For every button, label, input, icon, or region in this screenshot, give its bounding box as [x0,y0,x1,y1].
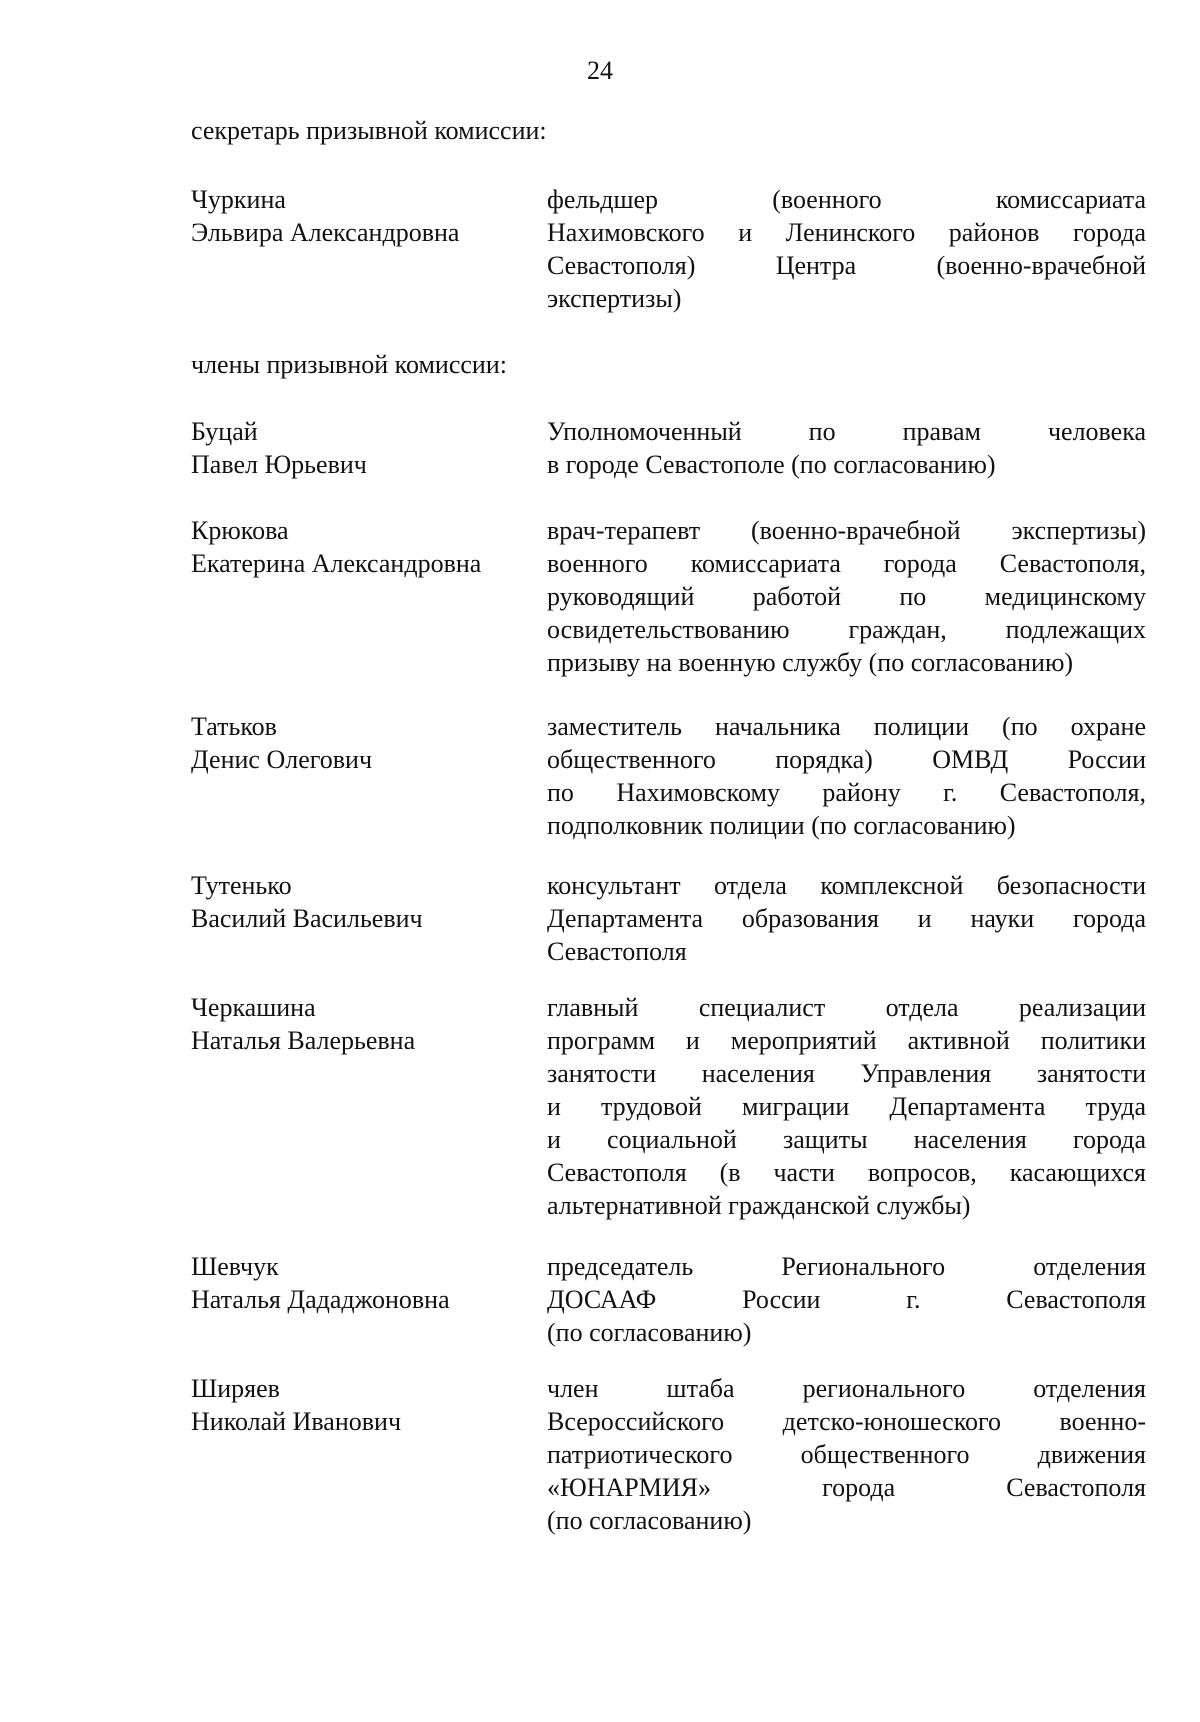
position-line: военного комиссариата города Севастополя, [547,549,1146,578]
member-position [547,1250,1146,1349]
position-line: альтернативной гражданской службы) [547,1191,971,1220]
position-line: фельдшер (военного комиссариата [547,185,1146,214]
position-line: главный специалист отдела реализации [547,993,1146,1022]
position-line: председатель Регионального отделения [547,1252,1146,1281]
position-line: по Нахимовскому району г. Севастополя, [547,778,1146,807]
position-line: в городе Севастополе (по согласованию) [547,450,996,479]
secretary-heading: секретарь призывной комиссии: [191,116,547,145]
position-line: заместитель начальника полиции (по охране [547,712,1146,741]
member-name [191,869,531,935]
position-line: патриотического общественного движения [547,1440,1146,1469]
position-line: (по согласованию) [547,1318,752,1347]
position-line: руководящий работой по медицинскому [547,582,1146,611]
member-surname: Чуркина [191,185,286,214]
member-name [191,514,531,580]
member-name [191,1250,531,1316]
member-position [547,869,1146,968]
member-name [191,183,531,249]
member-position [547,1372,1146,1537]
position-line: врач-терапевт (военно-врачебной экспертизы) [547,516,1146,545]
position-line: (по согласованию) [547,1506,752,1535]
position-line: Севастополя) Центра (военно-врачебной [547,251,1146,280]
member-given-names: Василий Васильевич [191,904,423,933]
member-surname: Тутенько [191,871,292,900]
member-given-names: Эльвира Александровна [191,218,460,247]
position-line: «ЮНАРМИЯ» города Севастополя [547,1473,1146,1502]
member-name [191,991,531,1057]
position-line: призыву на военную службу (по согласованию) [547,648,1074,677]
position-line: консультант отдела комплексной безопасности [547,871,1146,900]
position-line: занятости населения Управления занятости [547,1059,1146,1088]
position-line: программ и мероприятий активной политики [547,1026,1146,1055]
member-name [191,1372,531,1438]
position-line: Уполномоченный по правам человека [547,417,1146,446]
member-given-names: Екатерина Александровна [191,549,482,578]
member-surname: Шевчук [191,1252,279,1281]
position-line: Департамента образования и науки города [547,904,1146,933]
position-line: ДОСААФ России г. Севастополя [547,1285,1146,1314]
position-line: и трудовой миграции Департамента труда [547,1092,1146,1121]
member-given-names: Наталья Дададжоновна [191,1285,450,1314]
member-given-names: Наталья Валерьевна [191,1026,416,1055]
member-name [191,710,531,776]
position-line: общественного порядка) ОМВД России [547,745,1146,774]
position-line: Нахимовского и Ленинского районов города [547,218,1146,247]
position-line: освидетельствованию граждан, подлежащих [547,615,1146,644]
member-given-names: Николай Иванович [191,1407,402,1436]
position-line: Севастополя (в части вопросов, касающихся [547,1158,1146,1187]
position-line: экспертизы) [547,284,682,313]
member-position [547,183,1146,315]
position-line: член штаба регионального отделения [547,1374,1146,1403]
member-given-names: Павел Юрьевич [191,450,367,479]
member-position [547,415,1146,481]
position-line: Севастополя [547,937,687,966]
member-surname: Крюкова [191,516,289,545]
member-name [191,415,531,481]
member-position [547,710,1146,842]
member-surname: Буцай [191,417,258,446]
members-heading: члены призывной комиссии: [191,350,507,379]
position-line: и социальной защиты населения города [547,1125,1146,1154]
member-surname: Татьков [191,712,277,741]
member-position [547,991,1146,1222]
member-surname: Черкашина [191,993,316,1022]
position-line: подполковник полиции (по согласованию) [547,811,1016,840]
position-line: Всероссийского детско-юношеского военно- [547,1407,1146,1436]
member-given-names: Денис Олегович [191,745,373,774]
page-number: 24 [587,56,613,85]
member-surname: Ширяев [191,1374,280,1403]
member-position [547,514,1146,679]
